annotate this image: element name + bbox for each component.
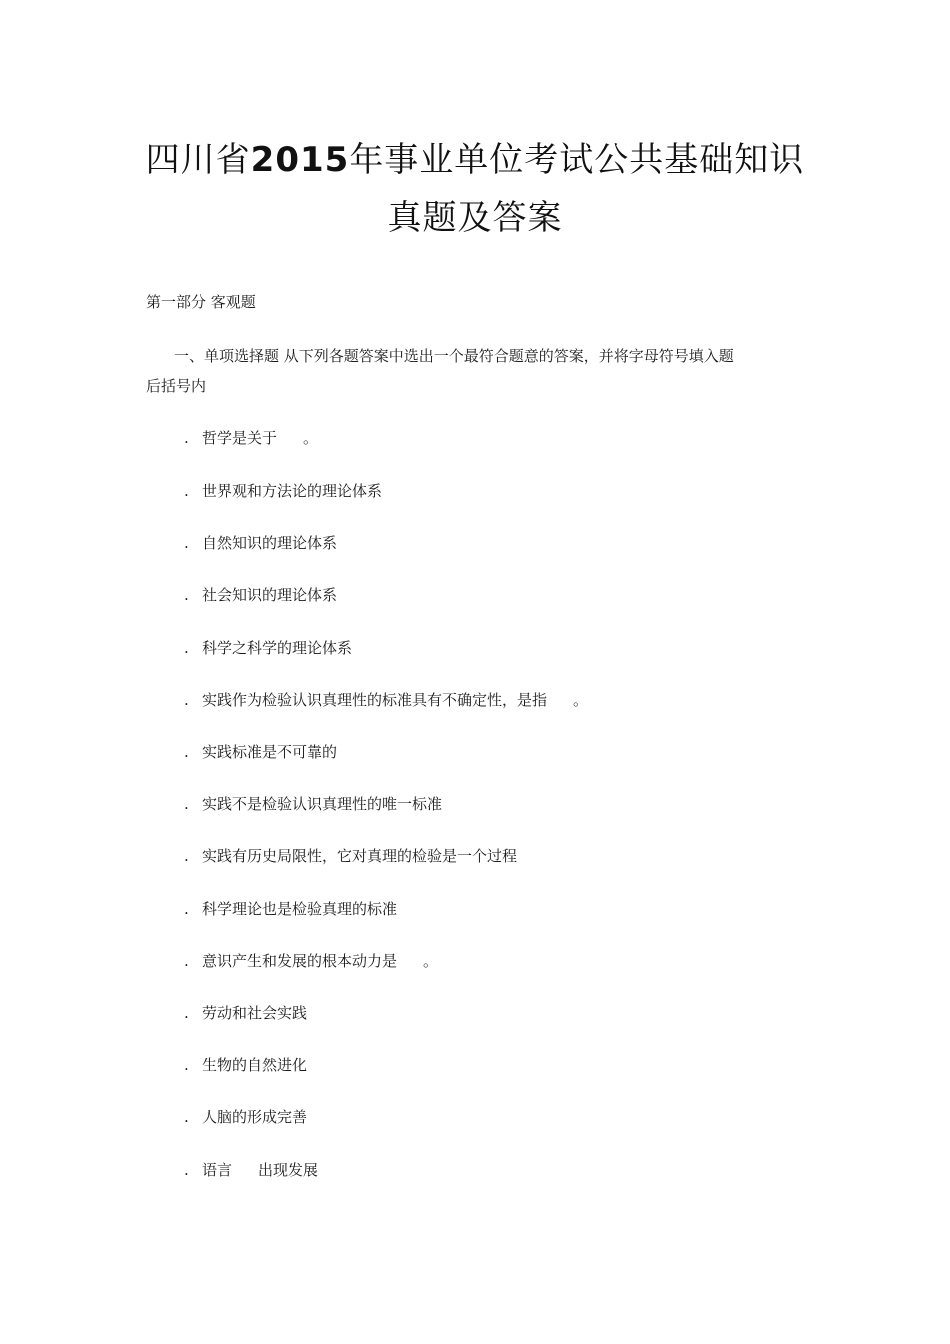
question-2 [184,690,588,710]
item-suffix: 。 [573,691,589,709]
item-marker: . [184,1108,189,1126]
option-1d [184,638,352,658]
item-text: 生物的自然进化 [202,1056,308,1074]
item-text: 劳动和社会实践 [202,1004,308,1022]
item-marker: . [184,691,189,709]
item-marker: . [184,1161,189,1179]
option-3b [184,1055,307,1075]
question-1 [184,428,318,448]
item-marker: . [184,429,189,447]
item-text: 人脑的形成完善 [202,1108,308,1126]
item-text: 哲学是关于 [202,429,278,447]
item-marker: . [184,534,189,552]
item-marker: . [184,952,189,970]
section-heading: 第一部分 客观题 [146,293,256,311]
option-2b [184,794,442,814]
item-text: 实践标准是不可靠的 [202,743,338,761]
item-marker: . [184,900,189,918]
option-1b [184,533,337,553]
item-marker: . [184,743,189,761]
option-2a [184,742,337,762]
item-text: 科学之科学的理论体系 [202,639,353,657]
item-text: 世界观和方法论的理论体系 [202,482,383,500]
title-suffix: 年事业单位考试公共基础知识 [349,140,805,180]
item-text: 自然知识的理论体系 [202,534,338,552]
instruction-line1: 一、单项选择题 从下列各题答案中选出一个最符合题意的答案，并将字母符号填入题 [174,347,734,365]
item-marker: . [184,1004,189,1022]
option-2d [184,899,397,919]
item-text: 实践作为检验认识真理性的标准具有不确定性，是指 [202,691,548,709]
item-marker: . [184,795,189,813]
question-3 [184,951,438,971]
item-text: 社会知识的理论体系 [202,586,338,604]
item-marker: . [184,586,189,604]
option-3d [184,1160,318,1180]
option-2c [184,846,517,866]
item-suffix: 。 [303,429,319,447]
item-text: 实践不是检验认识真理性的唯一标准 [202,795,443,813]
item-text: 语言 [202,1161,233,1179]
item-marker: . [184,847,189,865]
item-text: 实践有历史局限性，它对真理的检验是一个过程 [202,847,518,865]
document-title-line1 [0,140,950,180]
title-year: 2015 [250,140,350,180]
item-text: 意识产生和发展的根本动力是 [202,952,398,970]
option-3c [184,1107,307,1127]
item-text: 科学理论也是检验真理的标准 [202,900,398,918]
title-prefix: 四川省 [145,140,251,180]
option-3a [184,1003,307,1023]
item-suffix: 出现发展 [258,1161,319,1179]
document-title-line2: 真题及答案 [387,198,563,238]
instruction-line2: 后括号内 [146,377,207,395]
option-1c [184,585,337,605]
item-marker: . [184,482,189,500]
item-marker: . [184,1056,189,1074]
item-suffix: 。 [423,952,439,970]
item-marker: . [184,639,189,657]
option-1a [184,481,382,501]
